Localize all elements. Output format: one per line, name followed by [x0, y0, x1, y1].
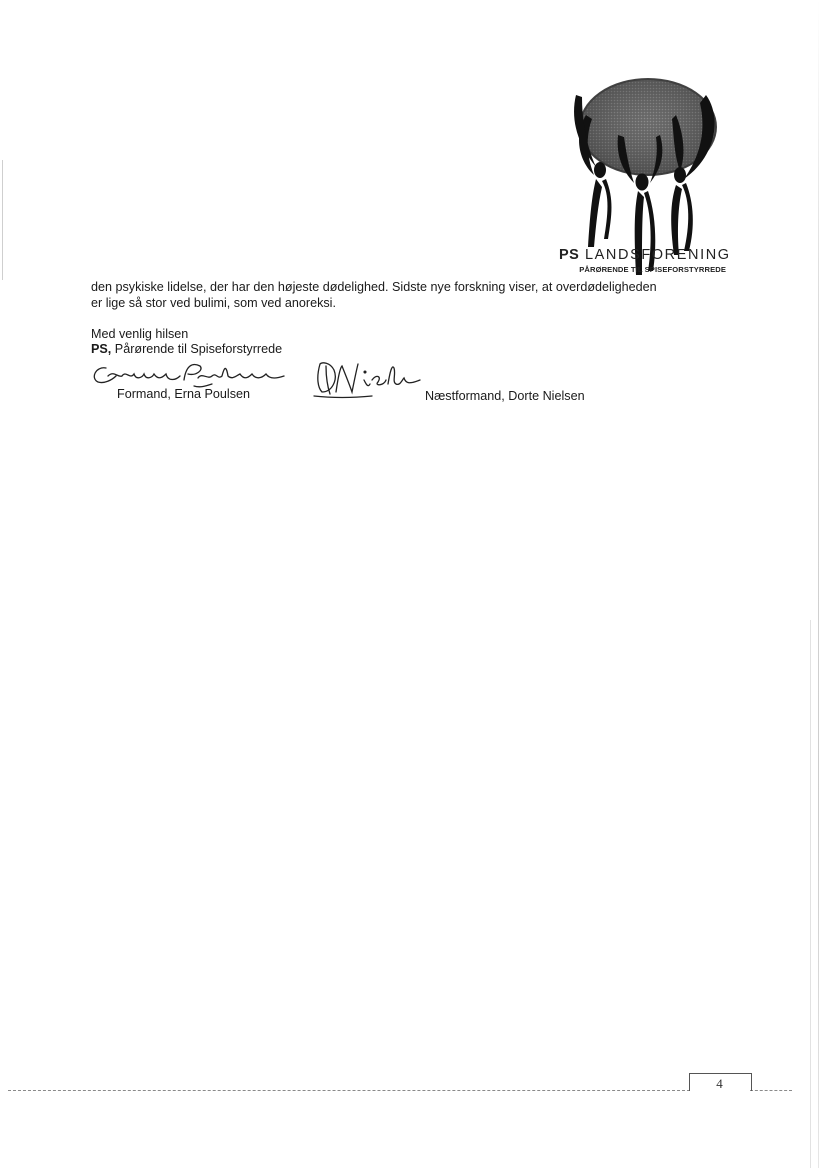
body-line: den psykiske lidelse, der har den højeste dødelighed. Sidste nye forskning viser, at overdødeligheden [91, 280, 657, 294]
scan-edge [2, 160, 3, 280]
footer-rule [8, 1090, 690, 1091]
body-paragraph [91, 280, 731, 311]
greeting: Med venlig hilsen [91, 327, 189, 341]
org-name [559, 247, 729, 263]
org-subtitle: PÅRØRENDE TIL SPISEFORSTYRREDE [579, 265, 726, 274]
scan-edge [810, 620, 811, 1168]
footer-rule [750, 1090, 792, 1091]
org-short: PS [559, 247, 580, 263]
page-number: 4 [716, 1076, 723, 1091]
signature-dorte-nielsen [312, 358, 422, 400]
signatory-title-chair: Formand, Erna Poulsen [117, 387, 251, 401]
body-line: er lige så stor ved bulimi, som ved anoreksi. [91, 295, 336, 310]
closing-org-rest: Pårørende til Spiseforstyrrede [111, 342, 283, 356]
scan-edge [818, 0, 819, 1168]
org-word: LANDSFORENING [584, 247, 731, 263]
closing-org-prefix: PS, [91, 342, 112, 356]
signature-icon [312, 358, 422, 400]
signatory-title-vice-chair: Næstformand, Dorte Nielsen [425, 389, 585, 403]
